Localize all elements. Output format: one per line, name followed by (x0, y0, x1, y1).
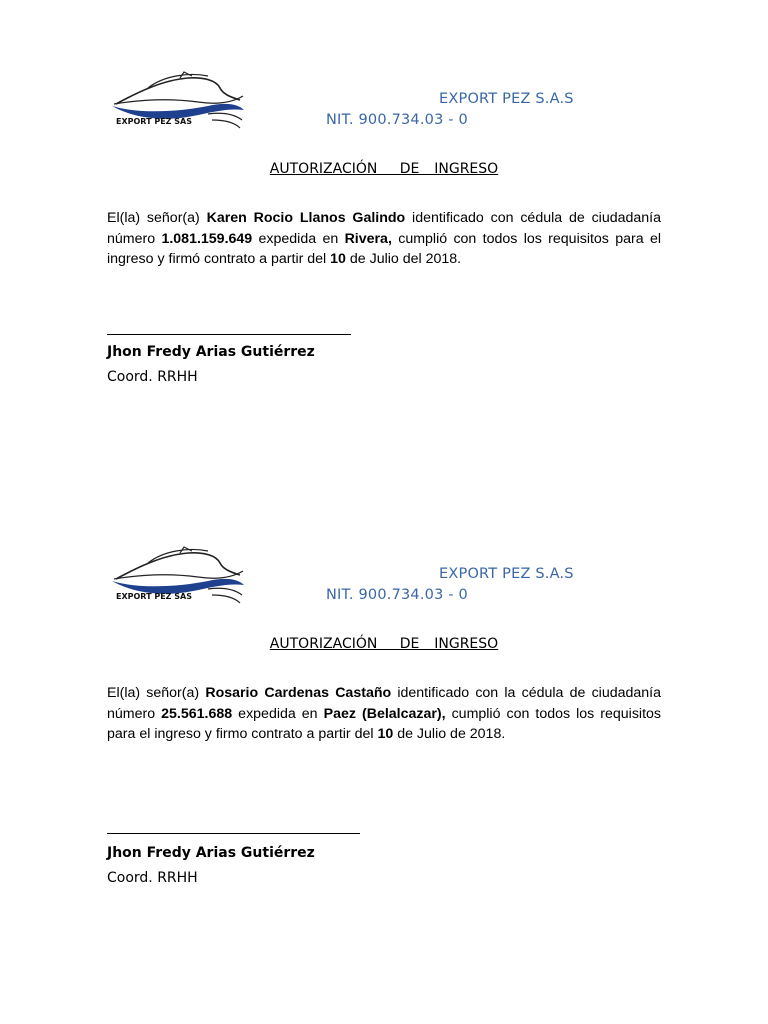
authorization-paragraph: El(la) señor(a) Rosario Cardenas Castaño identificado con la cédula de ciudadanía número 25.561.688 expedida en Paez (Belalcazar), cumplió con todos los requisitos para el ingreso y firmo contrato a partir del 10 de Julio de 2018. (107, 685, 662, 743)
signer-name: Jhon Fredy Arias Gutiérrez (107, 344, 315, 360)
company-name: EXPORT PEZ S.A.S (439, 91, 574, 107)
signature-line (107, 833, 360, 834)
fish-logo-icon (108, 70, 248, 132)
person-name: Karen Rocio Llanos Galindo (206, 210, 406, 226)
signer-name: Jhon Fredy Arias Gutiérrez (107, 845, 315, 861)
svg-text:EXPORT PEZ SAS: EXPORT PEZ SAS (116, 117, 192, 126)
signer-role: Coord. RRHH (107, 870, 198, 886)
signer-role: Coord. RRHH (107, 369, 198, 385)
person-name: Rosario Cardenas Castaño (205, 685, 392, 701)
issue-place: Rivera, (344, 230, 392, 247)
document-title: AUTORIZACIÓN DE INGRESO (269, 636, 499, 652)
id-number: 25.561.688 (161, 705, 233, 722)
id-number: 1.081.159.649 (161, 230, 253, 247)
company-nit: NIT. 900.734.03 - 0 (326, 112, 468, 128)
company-nit: NIT. 900.734.03 - 0 (326, 587, 468, 603)
fish-logo-icon (108, 545, 248, 607)
svg-text:EXPORT PEZ SAS: EXPORT PEZ SAS (116, 592, 192, 601)
document-title: AUTORIZACIÓN DE INGRESO (269, 161, 499, 177)
authorization-paragraph: El(la) señor(a) Karen Rocio Llanos Galindo identificado con cédula de ciudadanía número 1.081.159.649 expedida en Rivera, cumplió con todos los requisitos para el ingreso y firmó contrato a partir del 10 de Julio del 2018. (107, 210, 661, 268)
company-name: EXPORT PEZ S.A.S (439, 566, 574, 582)
authorization-document-1 (0, 0, 768, 470)
signature-line (107, 334, 351, 335)
contract-day: 10 (330, 251, 346, 268)
contract-day: 10 (377, 726, 394, 743)
issue-place: Paez (Belalcazar), (323, 705, 446, 722)
authorization-document-2 (0, 475, 768, 945)
